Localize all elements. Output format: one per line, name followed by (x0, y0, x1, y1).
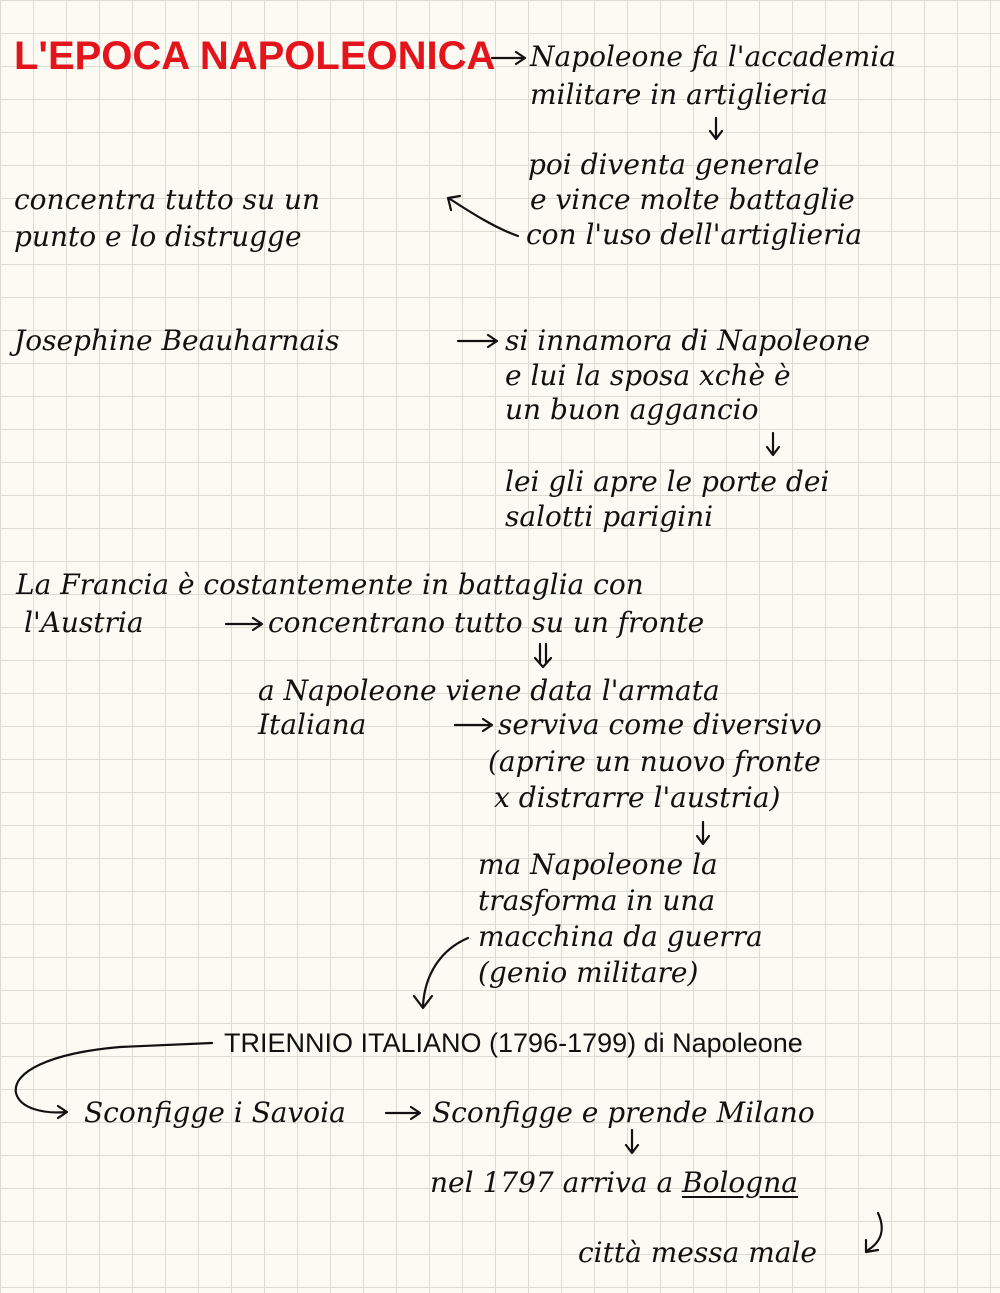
arrow-curve-triennio (414, 938, 468, 1008)
text-armata: a Napoleone viene data l'armata (258, 674, 720, 707)
text-salotti: salotti parigini (505, 500, 714, 533)
arrow-bologna-curve (866, 1213, 882, 1252)
text-francia: La Francia è costantemente in battaglia con (16, 568, 644, 601)
arrow-left-curve (448, 196, 518, 236)
arrow-josephine-right (458, 335, 497, 347)
text-macchina: macchina da guerra (478, 920, 763, 953)
text-trasforma: trasforma in una (478, 884, 716, 917)
text-accademia: Napoleone fa l'accademia (530, 40, 896, 73)
text-aggancio: un buon aggancio (505, 393, 759, 426)
text-generale: poi diventa generale (528, 148, 820, 181)
text-battaglie: e vince molte battaglie (530, 183, 855, 216)
text-distrugge: punto e lo distrugge (14, 220, 302, 253)
text-italiana: Italiana (258, 708, 367, 741)
arrow-down-1 (710, 118, 722, 139)
text-uso-artiglieria: con l'uso dell'artiglieria (526, 218, 863, 251)
text-ma-napoleone: ma Napoleone la (478, 848, 718, 881)
text-arrivo (430, 1166, 798, 1200)
arrow-savoia-milano (386, 1107, 420, 1119)
arrow-double-down (535, 644, 551, 667)
text-nuovo-fronte: (aprire un nuovo fronte (488, 745, 821, 778)
arrow-down-4 (626, 1130, 638, 1153)
text-josephine: Josephine Beauharnais (14, 324, 340, 357)
text-sposa: e lui la sposa xchè è (505, 359, 791, 392)
arrow-down-2 (767, 433, 779, 455)
text-diversivo: serviva come diversivo (498, 708, 822, 741)
text-triennio: TRIENNIO ITALIANO (1796-1799) di Napoleone (224, 1028, 803, 1058)
arrow-italiana-right (455, 719, 492, 731)
text-austria: l'Austria (24, 606, 144, 639)
text-concentra: concentra tutto su un (14, 183, 321, 216)
page-title: L'EPOCA NAPOLEONICA (14, 34, 496, 78)
text-savoia: Sconfigge i Savoia (84, 1096, 346, 1129)
text-milano: Sconfigge e prende Milano (432, 1096, 815, 1129)
text-porte: lei gli apre le porte dei (505, 465, 830, 498)
text-arrivo-prefix: nel 1797 arriva a (430, 1166, 674, 1199)
text-bologna: Bologna (682, 1166, 798, 1199)
text-genio: (genio militare) (478, 956, 699, 989)
text-fronte: concentrano tutto su un fronte (268, 606, 705, 639)
text-distrarre: x distrarre l'austria) (494, 781, 781, 814)
arrow-title-right (492, 52, 525, 64)
arrow-down-3 (697, 822, 709, 844)
text-innamora: si innamora di Napoleone (505, 324, 871, 357)
arrow-austria-right (226, 618, 262, 630)
text-artiglieria: militare in artiglieria (530, 78, 828, 111)
text-citta: città messa male (578, 1236, 817, 1269)
